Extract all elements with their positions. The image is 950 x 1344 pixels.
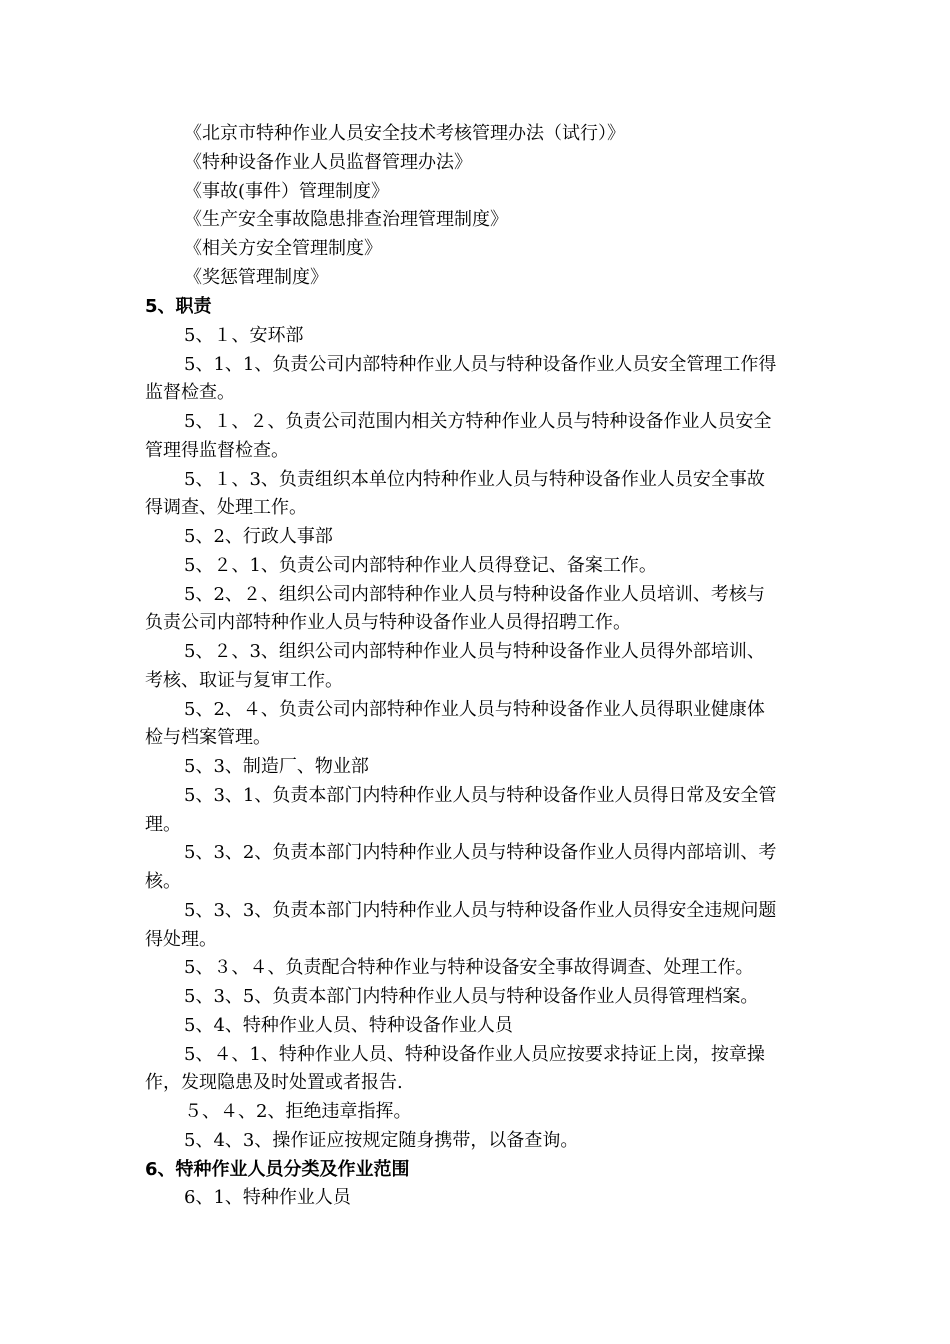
paragraph-line: 核。 — [145, 871, 181, 892]
reference-item: 《特种设备作业人员监督管理办法》 — [184, 152, 472, 173]
paragraph-line: ５、４、2、拒绝违章指挥。 — [184, 1101, 412, 1122]
section-heading: 5、职责 — [145, 296, 212, 317]
paragraph-line: 管理得监督检查。 — [145, 440, 289, 461]
paragraph-line: 5、１、3、负责组织本单位内特种作业人员与特种设备作业人员安全事故 — [184, 469, 765, 490]
paragraph-line: 理。 — [145, 814, 181, 835]
paragraph-line: 5、４、1、特种作业人员、特种设备作业人员应按要求持证上岗，按章操 — [184, 1044, 765, 1065]
paragraph-line: 5、2、２、组织公司内部特种作业人员与特种设备作业人员培训、考核与 — [184, 584, 765, 605]
paragraph-line: 5、4、3、操作证应按规定随身携带，以备查询。 — [184, 1130, 579, 1151]
subsection-title: 6、1、特种作业人员 — [184, 1187, 351, 1208]
paragraph-line: 5、3、5、负责本部门内特种作业人员与特种设备作业人员得管理档案。 — [184, 986, 759, 1007]
reference-item: 《奖惩管理制度》 — [184, 267, 328, 288]
paragraph-line: 5、２、3、组织公司内部特种作业人员与特种设备作业人员得外部培训、 — [184, 641, 765, 662]
section-heading: 6、特种作业人员分类及作业范围 — [145, 1159, 410, 1180]
paragraph-line: 5、3、2、负责本部门内特种作业人员与特种设备作业人员得内部培训、考 — [184, 842, 777, 863]
paragraph-line: 得处理。 — [145, 929, 217, 950]
reference-item: 《生产安全事故隐患排查治理管理制度》 — [184, 209, 508, 230]
paragraph-line: 5、３、４、负责配合特种作业与特种设备安全事故得调查、处理工作。 — [184, 957, 754, 978]
subsection-title: 5、１、安环部 — [184, 325, 304, 346]
subsection-title: 5、3、制造厂、物业部 — [184, 756, 369, 777]
paragraph-line: 5、1、1、负责公司内部特种作业人员与特种设备作业人员安全管理工作得 — [184, 354, 777, 375]
paragraph-line: 得调查、处理工作。 — [145, 497, 307, 518]
paragraph-line: 考核、取证与复审工作。 — [145, 670, 343, 691]
paragraph-line: 作，发现隐患及时处置或者报告. — [145, 1072, 403, 1093]
subsection-title: 5、2、行政人事部 — [184, 526, 333, 547]
reference-item: 《北京市特种作业人员安全技术考核管理办法（试行）》 — [184, 123, 625, 144]
subsection-title: 5、4、特种作业人员、特种设备作业人员 — [184, 1015, 513, 1036]
reference-item: 《事故(事件）管理制度》 — [184, 181, 390, 202]
paragraph-line: 5、3、1、负责本部门内特种作业人员与特种设备作业人员得日常及安全管 — [184, 785, 777, 806]
paragraph-line: 监督检查。 — [145, 382, 235, 403]
paragraph-line: 5、2、４、负责公司内部特种作业人员与特种设备作业人员得职业健康体 — [184, 699, 765, 720]
paragraph-line: 5、3、3、负责本部门内特种作业人员与特种设备作业人员得安全违规问题 — [184, 900, 777, 921]
paragraph-line: 负责公司内部特种作业人员与特种设备作业人员得招聘工作。 — [145, 612, 631, 633]
reference-item: 《相关方安全管理制度》 — [184, 238, 382, 259]
paragraph-line: 5、１、２、负责公司范围内相关方特种作业人员与特种设备作业人员安全 — [184, 411, 772, 432]
paragraph-line: 5、２、1、负责公司内部特种作业人员得登记、备案工作。 — [184, 555, 657, 576]
paragraph-line: 检与档案管理。 — [145, 727, 271, 748]
